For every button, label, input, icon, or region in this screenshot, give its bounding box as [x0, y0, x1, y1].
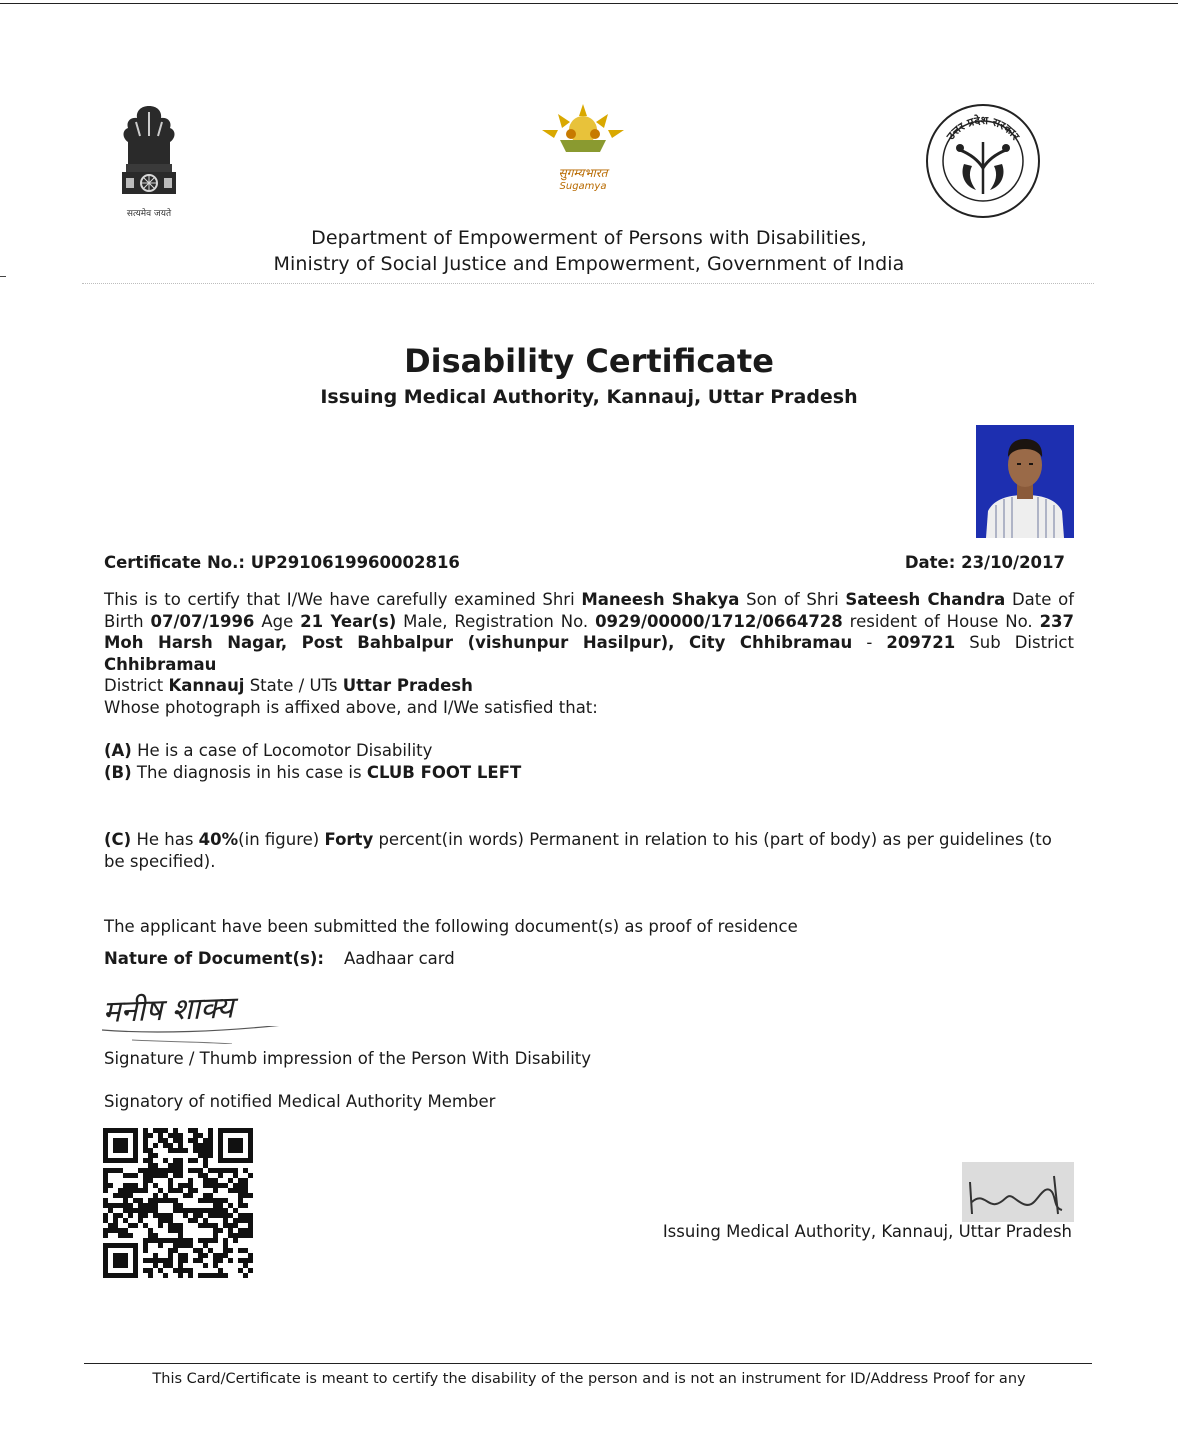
person-name: Maneesh Shakya [581, 590, 740, 609]
logo-caption-english: Sugamya [559, 181, 607, 192]
father-name: Sateesh Chandra [845, 590, 1006, 609]
person-signature-label: Signature / Thumb impression of the Person With Disability [104, 1049, 592, 1068]
text-segment: Male, Registration No. [396, 611, 596, 631]
edge-tick-mark [0, 276, 6, 277]
text-segment: He has [131, 830, 199, 849]
text-segment: Date of Birth [104, 590, 1074, 631]
district: Kannauj [168, 676, 245, 695]
header-divider [82, 283, 1094, 284]
pin-code: 209721 [886, 633, 956, 652]
text-segment: This is to certify that I/We have carefully examined Shri [104, 590, 582, 609]
state: Uttar Pradesh [342, 676, 473, 695]
text-segment: The diagnosis in his case is [131, 763, 367, 782]
registration-number: 0929/00000/1712/0664728 [595, 611, 843, 631]
text-segment: (in figure) [238, 830, 325, 849]
document-value: Aadhaar card [344, 949, 455, 968]
item-b-diagnosis [104, 763, 521, 782]
logo-caption-hindi: सुगम्यभारत [558, 166, 608, 180]
disability-percent: 40% [198, 830, 239, 849]
certificate-date [880, 553, 1065, 572]
issuing-authority-label: Issuing Medical Authority, Kannauj, Uttar Pradesh [662, 1222, 1072, 1241]
top-border-line [0, 3, 1178, 4]
sugamya-logo-icon [530, 100, 636, 192]
department-line-1: Department of Empowerment of Persons with Disabilities, [311, 227, 867, 249]
disability-percent-words: Forty [324, 830, 374, 849]
seal-text: उत्तर प्रदेश सरकार [944, 113, 1023, 143]
text-segment: resident of House No. [842, 611, 1040, 631]
issuing-authority-subtitle: Issuing Medical Authority, Kannauj, Uttar Pradesh [320, 386, 858, 408]
diagnosis-value: CLUB FOOT LEFT [366, 763, 522, 782]
certification-paragraph [104, 589, 1074, 718]
certificate-number [104, 553, 460, 572]
footer-divider [84, 1363, 1092, 1364]
applicant-photo [976, 425, 1074, 538]
date-value: 23/10/2017 [961, 553, 1065, 572]
item-c-percentage [104, 829, 1074, 872]
national-emblem-icon [110, 102, 188, 218]
authority-signature [962, 1162, 1074, 1222]
text-segment: Sub District [955, 633, 1074, 652]
certification-closing: Whose photograph is affixed above, and I/We satisfied that: [104, 697, 598, 717]
department-line-2: Ministry of Social Justice and Empowerment, Government of India [273, 253, 905, 275]
item-marker: (A) [104, 741, 132, 760]
sub-district: Chhibramau [104, 654, 217, 674]
text-segment: Son of Shri [739, 590, 846, 609]
up-government-seal-icon [924, 102, 1042, 220]
date-of-birth: 07/07/1996 [150, 611, 255, 631]
applicant-signature [102, 990, 302, 1046]
authority-member-label: Signatory of notified Medical Authority Member [104, 1092, 496, 1111]
residence-proof-statement: The applicant have been submitted the following document(s) as proof of residence [104, 917, 798, 936]
item-marker: (B) [104, 763, 132, 782]
item-marker: (C) [104, 830, 132, 849]
qr-code [103, 1128, 253, 1278]
disability-type: He is a case of Locomotor Disability [131, 741, 433, 760]
certificate-number-value: UP2910619960002816 [250, 553, 460, 572]
residence-address: 237 Moh Harsh Nagar, Post Bahbalpur (vishunpur Hasilpur), City Chhibramau [104, 611, 1075, 652]
document-label: Nature of Document(s): [104, 949, 324, 968]
text-segment: - [852, 633, 887, 652]
signature-handwriting: मनीष शाक्य [102, 990, 235, 1030]
date-label: Date: [904, 553, 956, 572]
text-segment: percent(in words) Permanent in relation to his (part of body) as per guidelines (to be specified). [104, 830, 1052, 871]
certificate-title: Disability Certificate [404, 342, 774, 380]
text-segment: State / UTs [244, 676, 343, 695]
emblem-caption: सत्यमेव जयते [126, 209, 172, 219]
item-a-disability-type [104, 741, 432, 760]
text-segment: District [104, 676, 169, 695]
document-nature [104, 949, 455, 968]
footer-disclaimer: This Card/Certificate is meant to certify the disability of the person and is not an instrument for ID/Address Proof for any [152, 1371, 1026, 1387]
certificate-number-label: Certificate No.: [104, 553, 245, 572]
age: 21 Year(s) [300, 611, 397, 631]
text-segment: Age [254, 611, 301, 631]
